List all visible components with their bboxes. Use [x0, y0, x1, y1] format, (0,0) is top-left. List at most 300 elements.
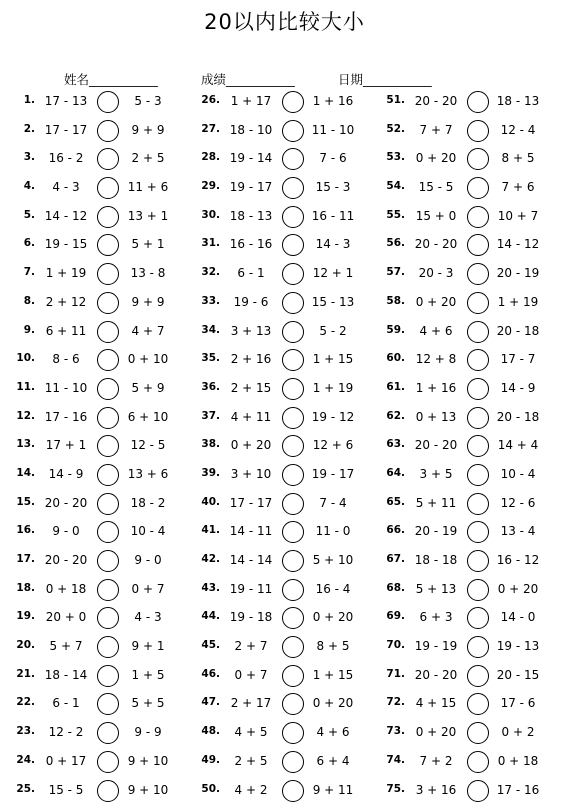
problem-item — [0, 175, 180, 204]
problem-number: 29. — [201, 180, 220, 193]
answer-circle[interactable] — [97, 378, 119, 400]
answer-circle[interactable] — [467, 636, 489, 658]
problem-number: 35. — [201, 352, 220, 365]
answer-circle[interactable] — [97, 206, 119, 228]
problem-grid — [0, 89, 569, 806]
right-expression: 5 - 2 — [319, 323, 347, 338]
date-field: 日期___________ — [338, 72, 432, 87]
problem-item — [0, 376, 180, 405]
answer-circle[interactable] — [282, 120, 304, 142]
problem-row — [0, 405, 569, 434]
problem-item — [0, 605, 180, 634]
left-expression: 15 - 5 — [48, 782, 84, 797]
left-expression: 19 - 15 — [44, 237, 88, 252]
answer-circle[interactable] — [282, 493, 304, 515]
left-expression: 0 + 20 — [230, 438, 272, 453]
left-expression: 4 - 3 — [52, 180, 80, 195]
left-expression: 7 + 2 — [419, 753, 453, 768]
problem-number: 43. — [201, 581, 220, 594]
answer-circle[interactable] — [467, 751, 489, 773]
problem-item — [0, 433, 180, 462]
problem-number: 72. — [386, 696, 405, 709]
problem-item — [185, 663, 365, 692]
right-expression: 10 - 4 — [500, 466, 536, 481]
answer-circle[interactable] — [467, 579, 489, 601]
left-expression: 15 - 5 — [418, 180, 454, 195]
answer-circle[interactable] — [282, 91, 304, 113]
right-expression: 6 + 4 — [316, 753, 350, 768]
left-expression: 12 - 2 — [48, 725, 84, 740]
right-expression: 1 + 19 — [497, 294, 539, 309]
problem-item — [185, 89, 365, 118]
left-expression: 18 - 10 — [229, 122, 273, 137]
answer-circle[interactable] — [97, 464, 119, 486]
problem-item — [370, 749, 550, 778]
right-expression: 5 + 5 — [131, 696, 165, 711]
problem-item — [185, 146, 365, 175]
answer-circle[interactable] — [97, 407, 119, 429]
problem-item — [0, 232, 180, 261]
problem-row — [0, 778, 569, 807]
answer-circle[interactable] — [467, 722, 489, 744]
answer-circle[interactable] — [467, 91, 489, 113]
left-expression: 17 - 16 — [44, 409, 88, 424]
problem-number: 53. — [386, 151, 405, 164]
problem-item — [185, 376, 365, 405]
right-expression: 12 + 1 — [312, 266, 354, 281]
answer-circle[interactable] — [467, 665, 489, 687]
problem-item — [0, 146, 180, 175]
right-expression: 0 + 20 — [497, 581, 539, 596]
left-expression: 20 - 20 — [44, 553, 88, 567]
answer-circle[interactable] — [282, 148, 304, 170]
problem-number: 10. — [16, 352, 35, 365]
problem-item — [370, 634, 550, 663]
worksheet-title: 20以内比较大小 — [204, 10, 365, 34]
name-field: 姓名___________ — [64, 72, 158, 87]
left-expression: 17 + 1 — [45, 438, 87, 453]
problem-number: 26. — [201, 94, 220, 106]
problem-number: 50. — [201, 782, 220, 795]
problem-number: 46. — [201, 667, 220, 680]
left-expression: 20 - 20 — [414, 94, 458, 108]
problem-number: 51. — [386, 94, 405, 106]
left-expression: 11 - 10 — [44, 380, 88, 395]
answer-circle[interactable] — [97, 722, 119, 744]
right-expression: 1 + 5 — [131, 667, 165, 682]
answer-circle[interactable] — [282, 607, 304, 629]
right-expression: 0 + 2 — [501, 725, 535, 740]
answer-circle[interactable] — [467, 349, 489, 371]
answer-circle[interactable] — [282, 521, 304, 543]
left-expression: 3 + 16 — [415, 782, 457, 797]
problem-row — [0, 634, 569, 663]
answer-circle[interactable] — [467, 407, 489, 429]
problem-item — [370, 405, 550, 434]
right-expression: 11 - 0 — [315, 524, 351, 539]
problem-number: 15. — [16, 495, 35, 508]
left-expression: 17 - 17 — [44, 122, 88, 137]
left-expression: 2 + 17 — [230, 696, 272, 711]
left-expression: 3 + 13 — [230, 323, 272, 338]
left-expression: 14 - 9 — [48, 466, 84, 481]
problem-number: 74. — [386, 753, 405, 766]
problem-number: 2. — [23, 122, 35, 135]
problem-item — [370, 290, 550, 319]
problem-row — [0, 720, 569, 749]
problem-item — [185, 548, 365, 577]
problem-number: 31. — [201, 237, 220, 250]
right-expression: 0 + 20 — [312, 610, 354, 625]
answer-circle[interactable] — [467, 693, 489, 715]
problem-number: 25. — [16, 782, 35, 795]
right-expression: 12 - 5 — [130, 438, 166, 453]
problem-number: 48. — [201, 725, 220, 738]
problem-number: 41. — [201, 524, 220, 537]
problem-number: 6. — [23, 237, 35, 250]
answer-circle[interactable] — [97, 693, 119, 715]
problem-number: 21. — [16, 667, 35, 680]
problem-item — [185, 634, 365, 663]
left-expression: 4 + 15 — [415, 696, 457, 711]
problem-number: 62. — [386, 409, 405, 422]
problem-item — [370, 491, 550, 520]
problem-item — [0, 347, 180, 376]
answer-circle[interactable] — [97, 234, 119, 256]
problem-item — [0, 204, 180, 233]
right-expression: 9 + 10 — [127, 753, 169, 768]
problem-row — [0, 232, 569, 261]
problem-number: 65. — [386, 495, 405, 508]
left-expression: 1 + 17 — [230, 94, 272, 108]
problem-item — [0, 778, 180, 807]
problem-number: 64. — [386, 466, 405, 479]
problem-item — [0, 663, 180, 692]
right-expression: 10 - 4 — [130, 524, 166, 539]
right-expression: 20 - 15 — [496, 667, 540, 682]
left-expression: 0 + 7 — [234, 667, 268, 682]
answer-circle[interactable] — [467, 435, 489, 457]
left-expression: 5 + 13 — [415, 581, 457, 596]
right-expression: 1 + 16 — [312, 94, 354, 108]
right-expression: 5 + 10 — [312, 553, 354, 567]
problem-row — [0, 691, 569, 720]
answer-circle[interactable] — [97, 435, 119, 457]
left-expression: 18 - 14 — [44, 667, 88, 682]
answer-circle[interactable] — [467, 120, 489, 142]
problem-row — [0, 347, 569, 376]
problem-number: 14. — [16, 466, 35, 479]
problem-number: 17. — [16, 553, 35, 565]
answer-circle[interactable] — [282, 378, 304, 400]
right-expression: 12 + 6 — [312, 438, 354, 453]
answer-circle[interactable] — [282, 407, 304, 429]
answer-circle[interactable] — [97, 607, 119, 629]
left-expression: 2 + 16 — [230, 352, 272, 367]
left-expression: 19 - 14 — [229, 151, 273, 166]
problem-item — [370, 89, 550, 118]
left-expression: 0 + 20 — [415, 151, 457, 166]
problem-row — [0, 491, 569, 520]
problem-row — [0, 577, 569, 606]
left-expression: 5 + 11 — [415, 495, 457, 510]
problem-number: 68. — [386, 581, 405, 594]
problem-item — [0, 720, 180, 749]
problem-number: 59. — [386, 323, 405, 336]
answer-circle[interactable] — [282, 435, 304, 457]
right-expression: 11 + 6 — [127, 180, 169, 195]
problem-item — [185, 175, 365, 204]
left-expression: 20 - 20 — [414, 667, 458, 682]
problem-number: 40. — [201, 495, 220, 508]
problem-item — [370, 778, 550, 807]
problem-number: 45. — [201, 639, 220, 652]
answer-circle[interactable] — [97, 636, 119, 658]
left-expression: 20 - 3 — [418, 266, 454, 281]
right-expression: 14 - 0 — [500, 610, 536, 625]
problem-number: 38. — [201, 438, 220, 451]
problem-number: 55. — [386, 208, 405, 221]
answer-circle[interactable] — [282, 780, 304, 802]
answer-circle[interactable] — [282, 751, 304, 773]
right-expression: 16 - 4 — [315, 581, 351, 596]
right-expression: 9 + 1 — [131, 639, 165, 654]
problem-item — [185, 577, 365, 606]
problem-number: 30. — [201, 208, 220, 221]
right-expression: 20 - 18 — [496, 409, 540, 424]
problem-row — [0, 204, 569, 233]
left-expression: 6 - 1 — [237, 266, 265, 281]
right-expression: 1 + 15 — [312, 352, 354, 367]
answer-circle[interactable] — [282, 234, 304, 256]
answer-circle[interactable] — [467, 464, 489, 486]
answer-circle[interactable] — [97, 751, 119, 773]
answer-circle[interactable] — [282, 292, 304, 314]
problem-number: 61. — [386, 380, 405, 393]
problem-item — [370, 261, 550, 290]
left-expression: 6 + 3 — [419, 610, 453, 625]
problem-number: 13. — [16, 438, 35, 451]
answer-circle[interactable] — [467, 321, 489, 343]
header-fields — [0, 70, 569, 90]
left-expression: 2 + 15 — [230, 380, 272, 395]
left-expression: 7 + 7 — [419, 122, 453, 137]
problem-number: 47. — [201, 696, 220, 709]
problem-number: 67. — [386, 553, 405, 565]
left-expression: 0 + 20 — [415, 294, 457, 309]
right-expression: 15 - 3 — [315, 180, 351, 195]
answer-circle[interactable] — [282, 722, 304, 744]
answer-circle[interactable] — [97, 493, 119, 515]
problem-item — [185, 519, 365, 548]
problem-item — [185, 261, 365, 290]
problem-item — [370, 376, 550, 405]
problem-number: 9. — [23, 323, 35, 336]
answer-circle[interactable] — [467, 550, 489, 572]
answer-circle[interactable] — [97, 263, 119, 285]
answer-circle[interactable] — [282, 321, 304, 343]
right-expression: 14 - 3 — [315, 237, 351, 252]
answer-circle[interactable] — [97, 292, 119, 314]
left-expression: 0 + 17 — [45, 753, 87, 768]
problem-row — [0, 261, 569, 290]
answer-circle[interactable] — [467, 148, 489, 170]
problem-number: 60. — [386, 352, 405, 365]
answer-circle[interactable] — [282, 665, 304, 687]
problem-number: 56. — [386, 237, 405, 250]
answer-circle[interactable] — [282, 550, 304, 572]
answer-circle[interactable] — [282, 636, 304, 658]
answer-circle[interactable] — [467, 780, 489, 802]
answer-circle[interactable] — [282, 263, 304, 285]
problem-number: 11. — [16, 380, 35, 393]
left-expression: 20 - 20 — [414, 438, 458, 453]
problem-number: 22. — [16, 696, 35, 709]
problem-number: 66. — [386, 524, 405, 537]
left-expression: 8 - 6 — [52, 352, 80, 367]
right-expression: 5 + 9 — [131, 380, 165, 395]
problem-number: 63. — [386, 438, 405, 451]
problem-number: 34. — [201, 323, 220, 336]
left-expression: 19 - 19 — [414, 639, 458, 654]
problem-item — [185, 433, 365, 462]
problem-row — [0, 749, 569, 778]
answer-circle[interactable] — [282, 349, 304, 371]
left-expression: 12 + 8 — [415, 352, 457, 367]
answer-circle[interactable] — [97, 521, 119, 543]
problem-item — [370, 519, 550, 548]
problem-item — [370, 720, 550, 749]
answer-circle[interactable] — [467, 607, 489, 629]
problem-number: 44. — [201, 610, 220, 623]
right-expression: 13 + 1 — [127, 208, 169, 223]
answer-circle[interactable] — [467, 206, 489, 228]
problem-number: 1. — [23, 94, 35, 106]
right-expression: 4 + 7 — [131, 323, 165, 338]
answer-circle[interactable] — [467, 177, 489, 199]
problem-item — [370, 605, 550, 634]
left-expression: 17 - 13 — [44, 94, 88, 108]
problem-item — [370, 204, 550, 233]
right-expression: 14 + 4 — [497, 438, 539, 453]
problem-item — [185, 319, 365, 348]
right-expression: 9 - 9 — [134, 725, 162, 740]
answer-circle[interactable] — [97, 665, 119, 687]
answer-circle[interactable] — [282, 579, 304, 601]
right-expression: 5 - 3 — [134, 94, 162, 108]
answer-circle[interactable] — [97, 148, 119, 170]
left-expression: 4 + 11 — [230, 409, 272, 424]
left-expression: 14 - 11 — [229, 524, 273, 539]
right-expression: 9 + 11 — [312, 782, 354, 797]
left-expression: 5 + 7 — [49, 639, 83, 654]
problem-number: 52. — [386, 122, 405, 135]
left-expression: 18 - 18 — [414, 553, 458, 567]
right-expression: 11 - 10 — [311, 122, 355, 137]
problem-number: 27. — [201, 122, 220, 135]
answer-circle[interactable] — [97, 120, 119, 142]
answer-circle[interactable] — [97, 349, 119, 371]
problem-item — [185, 118, 365, 147]
right-expression: 12 - 6 — [500, 495, 536, 510]
problem-number: 20. — [16, 639, 35, 652]
left-expression: 14 - 12 — [44, 208, 88, 223]
problem-item — [185, 605, 365, 634]
problem-row — [0, 433, 569, 462]
problem-number: 58. — [386, 294, 405, 307]
answer-circle[interactable] — [282, 206, 304, 228]
problem-number: 4. — [23, 180, 35, 193]
answer-circle[interactable] — [467, 263, 489, 285]
right-expression: 0 + 20 — [312, 696, 354, 711]
problem-number: 42. — [201, 553, 220, 565]
problem-item — [185, 462, 365, 491]
answer-circle[interactable] — [97, 91, 119, 113]
left-expression: 19 - 6 — [233, 294, 269, 309]
problem-row — [0, 548, 569, 577]
right-expression: 14 - 9 — [500, 380, 536, 395]
problem-number: 19. — [16, 610, 35, 623]
problem-number: 5. — [23, 208, 35, 221]
right-expression: 18 - 2 — [130, 495, 166, 510]
answer-circle[interactable] — [467, 234, 489, 256]
problem-item — [185, 491, 365, 520]
problem-number: 3. — [23, 151, 35, 164]
left-expression: 19 - 18 — [229, 610, 273, 625]
answer-circle[interactable] — [467, 493, 489, 515]
problem-row — [0, 319, 569, 348]
right-expression: 13 - 8 — [130, 266, 166, 281]
answer-circle[interactable] — [97, 550, 119, 572]
problem-item — [0, 118, 180, 147]
left-expression: 14 - 14 — [229, 553, 273, 567]
answer-circle[interactable] — [282, 177, 304, 199]
answer-circle[interactable] — [282, 693, 304, 715]
right-expression: 9 + 9 — [131, 294, 165, 309]
left-expression: 9 - 0 — [52, 524, 80, 539]
right-expression: 6 + 10 — [127, 409, 169, 424]
right-expression: 20 - 19 — [496, 266, 540, 281]
right-expression: 19 - 12 — [311, 409, 355, 424]
score-field: 成绩___________ — [201, 72, 295, 87]
problem-number: 73. — [386, 725, 405, 738]
left-expression: 4 + 2 — [234, 782, 268, 797]
problem-number: 75. — [386, 782, 405, 795]
answer-circle[interactable] — [467, 292, 489, 314]
answer-circle[interactable] — [282, 464, 304, 486]
answer-circle[interactable] — [97, 579, 119, 601]
right-expression: 0 + 18 — [497, 753, 539, 768]
problem-item — [0, 749, 180, 778]
answer-circle[interactable] — [97, 321, 119, 343]
left-expression: 3 + 10 — [230, 466, 272, 481]
answer-circle[interactable] — [97, 780, 119, 802]
right-expression: 20 - 18 — [496, 323, 540, 338]
answer-circle[interactable] — [97, 177, 119, 199]
left-expression: 16 - 16 — [229, 237, 273, 252]
left-expression: 18 - 13 — [229, 208, 273, 223]
answer-circle[interactable] — [467, 378, 489, 400]
answer-circle[interactable] — [467, 521, 489, 543]
problem-row — [0, 605, 569, 634]
right-expression: 4 + 6 — [316, 725, 350, 740]
right-expression: 9 + 10 — [127, 782, 169, 797]
problem-row — [0, 663, 569, 692]
right-expression: 12 - 4 — [500, 122, 536, 137]
problem-row — [0, 290, 569, 319]
right-expression: 1 + 19 — [312, 380, 354, 395]
problem-item — [0, 89, 180, 118]
